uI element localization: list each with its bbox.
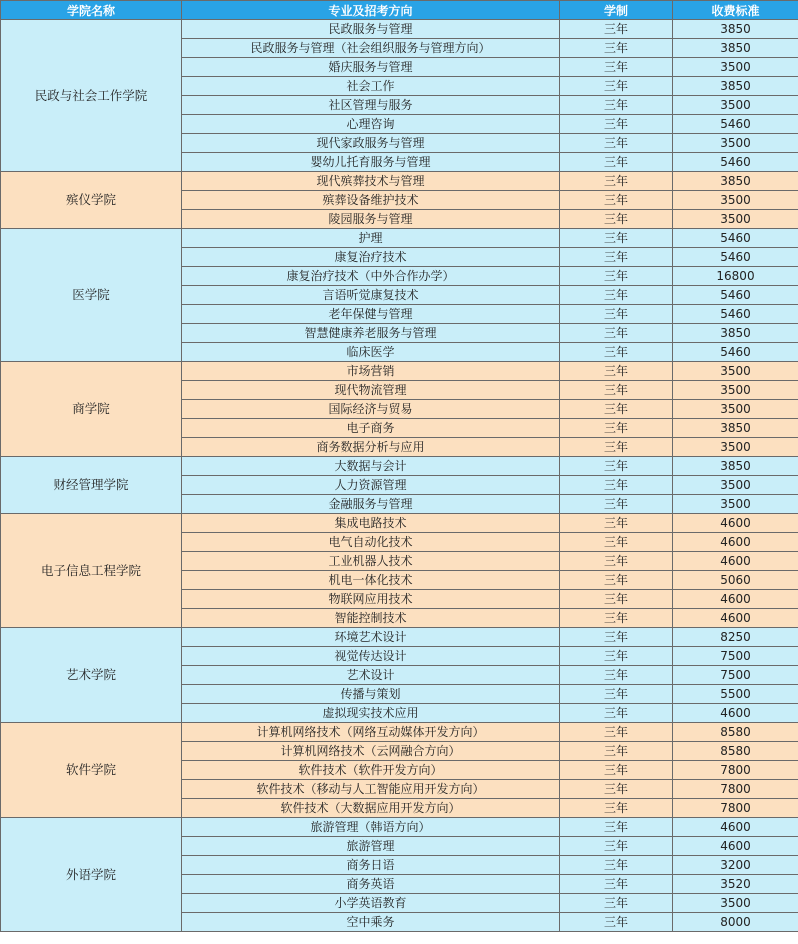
years-cell: 三年 [560,799,673,818]
major-cell: 商务日语 [182,856,560,875]
major-cell: 心理咨询 [182,115,560,134]
major-cell: 工业机器人技术 [182,552,560,571]
years-cell: 三年 [560,571,673,590]
years-cell: 三年 [560,267,673,286]
years-cell: 三年 [560,723,673,742]
college-name-cell: 商学院 [1,362,182,457]
years-cell: 三年 [560,533,673,552]
years-cell: 三年 [560,457,673,476]
table-row [1,20,798,39]
major-cell: 旅游管理（韩语方向） [182,818,560,837]
fee-cell: 5460 [673,286,798,305]
major-cell: 软件技术（大数据应用开发方向） [182,799,560,818]
fee-cell: 4600 [673,514,798,533]
years-cell: 三年 [560,666,673,685]
fee-cell: 3850 [673,457,798,476]
fee-cell: 4600 [673,590,798,609]
major-cell: 临床医学 [182,343,560,362]
table-row [1,628,798,647]
major-cell: 金融服务与管理 [182,495,560,514]
fee-cell: 7800 [673,761,798,780]
years-cell: 三年 [560,761,673,780]
major-cell: 计算机网络技术（网络互动媒体开发方向） [182,723,560,742]
major-cell: 康复治疗技术（中外合作办学） [182,267,560,286]
years-cell: 三年 [560,514,673,533]
major-cell: 商务英语 [182,875,560,894]
years-cell: 三年 [560,210,673,229]
years-cell: 三年 [560,39,673,58]
major-cell: 小学英语教育 [182,894,560,913]
major-cell: 机电一体化技术 [182,571,560,590]
major-cell: 物联网应用技术 [182,590,560,609]
table-row [1,457,798,476]
fee-cell: 8000 [673,913,798,932]
years-cell: 三年 [560,609,673,628]
years-cell: 三年 [560,894,673,913]
fee-cell: 5460 [673,229,798,248]
fee-cell: 5500 [673,685,798,704]
major-cell: 大数据与会计 [182,457,560,476]
years-cell: 三年 [560,685,673,704]
major-cell: 社区管理与服务 [182,96,560,115]
fee-cell: 3850 [673,172,798,191]
college-name-cell: 艺术学院 [1,628,182,723]
major-cell: 康复治疗技术 [182,248,560,267]
header-fee: 收费标准 [673,1,798,20]
major-cell: 艺术设计 [182,666,560,685]
major-cell: 民政服务与管理（社会组织服务与管理方向） [182,39,560,58]
years-cell: 三年 [560,476,673,495]
years-cell: 三年 [560,628,673,647]
table-row [1,723,798,742]
major-cell: 护理 [182,229,560,248]
fee-cell: 3520 [673,875,798,894]
major-cell: 陵园服务与管理 [182,210,560,229]
years-cell: 三年 [560,647,673,666]
years-cell: 三年 [560,343,673,362]
years-cell: 三年 [560,20,673,39]
college-name-cell: 民政与社会工作学院 [1,20,182,172]
major-cell: 言语听觉康复技术 [182,286,560,305]
major-cell: 智能控制技术 [182,609,560,628]
fee-cell: 5460 [673,153,798,172]
major-cell: 市场营销 [182,362,560,381]
years-cell: 三年 [560,495,673,514]
table-row [1,514,798,533]
major-cell: 传播与策划 [182,685,560,704]
major-cell: 老年保健与管理 [182,305,560,324]
years-cell: 三年 [560,362,673,381]
fee-cell: 3850 [673,39,798,58]
fee-cell: 5460 [673,305,798,324]
college-name-cell: 软件学院 [1,723,182,818]
years-cell: 三年 [560,96,673,115]
major-cell: 民政服务与管理 [182,20,560,39]
major-cell: 人力资源管理 [182,476,560,495]
fee-cell: 8580 [673,742,798,761]
college-name-cell: 财经管理学院 [1,457,182,514]
table-row [1,362,798,381]
fee-cell: 4600 [673,533,798,552]
fee-cell: 5460 [673,343,798,362]
fee-cell: 7800 [673,799,798,818]
major-cell: 国际经济与贸易 [182,400,560,419]
years-cell: 三年 [560,742,673,761]
header-years: 学制 [560,1,673,20]
major-cell: 旅游管理 [182,837,560,856]
fee-cell: 7500 [673,647,798,666]
fee-cell: 3500 [673,96,798,115]
major-cell: 空中乘务 [182,913,560,932]
fee-cell: 5460 [673,248,798,267]
years-cell: 三年 [560,77,673,96]
years-cell: 三年 [560,324,673,343]
major-cell: 商务数据分析与应用 [182,438,560,457]
fee-cell: 3500 [673,894,798,913]
years-cell: 三年 [560,305,673,324]
fee-cell: 3500 [673,476,798,495]
fee-cell: 7800 [673,780,798,799]
header-college: 学院名称 [1,1,182,20]
fee-cell: 3850 [673,419,798,438]
college-name-cell: 医学院 [1,229,182,362]
fee-cell: 5060 [673,571,798,590]
years-cell: 三年 [560,704,673,723]
major-cell: 现代物流管理 [182,381,560,400]
major-cell: 电气自动化技术 [182,533,560,552]
major-cell: 软件技术（移动与人工智能应用开发方向） [182,780,560,799]
years-cell: 三年 [560,837,673,856]
major-cell: 环境艺术设计 [182,628,560,647]
years-cell: 三年 [560,856,673,875]
major-cell: 殡葬设备维护技术 [182,191,560,210]
fee-cell: 3850 [673,20,798,39]
fee-cell: 3850 [673,324,798,343]
fee-cell: 8580 [673,723,798,742]
fee-cell: 3500 [673,495,798,514]
fee-cell: 3850 [673,77,798,96]
years-cell: 三年 [560,875,673,894]
years-cell: 三年 [560,381,673,400]
major-cell: 虚拟现实技术应用 [182,704,560,723]
major-cell: 智慧健康养老服务与管理 [182,324,560,343]
years-cell: 三年 [560,229,673,248]
fee-cell: 3500 [673,438,798,457]
fee-cell: 3500 [673,381,798,400]
major-cell: 计算机网络技术（云网融合方向） [182,742,560,761]
college-name-cell: 电子信息工程学院 [1,514,182,628]
fee-cell: 3200 [673,856,798,875]
fee-cell: 16800 [673,267,798,286]
table-row [1,229,798,248]
years-cell: 三年 [560,172,673,191]
years-cell: 三年 [560,818,673,837]
fee-cell: 4600 [673,552,798,571]
table-row [1,172,798,191]
years-cell: 三年 [560,115,673,134]
table-row [1,818,798,837]
major-cell: 视觉传达设计 [182,647,560,666]
fee-cell: 4600 [673,609,798,628]
major-cell: 电子商务 [182,419,560,438]
years-cell: 三年 [560,419,673,438]
years-cell: 三年 [560,438,673,457]
major-cell: 婚庆服务与管理 [182,58,560,77]
fee-cell: 3500 [673,362,798,381]
years-cell: 三年 [560,400,673,419]
major-cell: 社会工作 [182,77,560,96]
major-cell: 软件技术（软件开发方向） [182,761,560,780]
years-cell: 三年 [560,552,673,571]
years-cell: 三年 [560,134,673,153]
major-cell: 现代殡葬技术与管理 [182,172,560,191]
fee-cell: 3500 [673,210,798,229]
fee-cell: 3500 [673,58,798,77]
years-cell: 三年 [560,780,673,799]
years-cell: 三年 [560,58,673,77]
fee-cell: 4600 [673,704,798,723]
fee-cell: 4600 [673,837,798,856]
major-cell: 集成电路技术 [182,514,560,533]
years-cell: 三年 [560,191,673,210]
fee-cell: 5460 [673,115,798,134]
fee-cell: 8250 [673,628,798,647]
fee-cell: 4600 [673,818,798,837]
years-cell: 三年 [560,913,673,932]
years-cell: 三年 [560,248,673,267]
college-name-cell: 殡仪学院 [1,172,182,229]
major-cell: 婴幼儿托育服务与管理 [182,153,560,172]
years-cell: 三年 [560,153,673,172]
college-name-cell: 外语学院 [1,818,182,932]
years-cell: 三年 [560,590,673,609]
fee-cell: 3500 [673,134,798,153]
fee-cell: 3500 [673,400,798,419]
major-cell: 现代家政服务与管理 [182,134,560,153]
header-major: 专业及招考方向 [182,1,560,20]
years-cell: 三年 [560,286,673,305]
fee-cell: 3500 [673,191,798,210]
fee-cell: 7500 [673,666,798,685]
header-row [1,1,798,20]
table-body [1,20,798,932]
